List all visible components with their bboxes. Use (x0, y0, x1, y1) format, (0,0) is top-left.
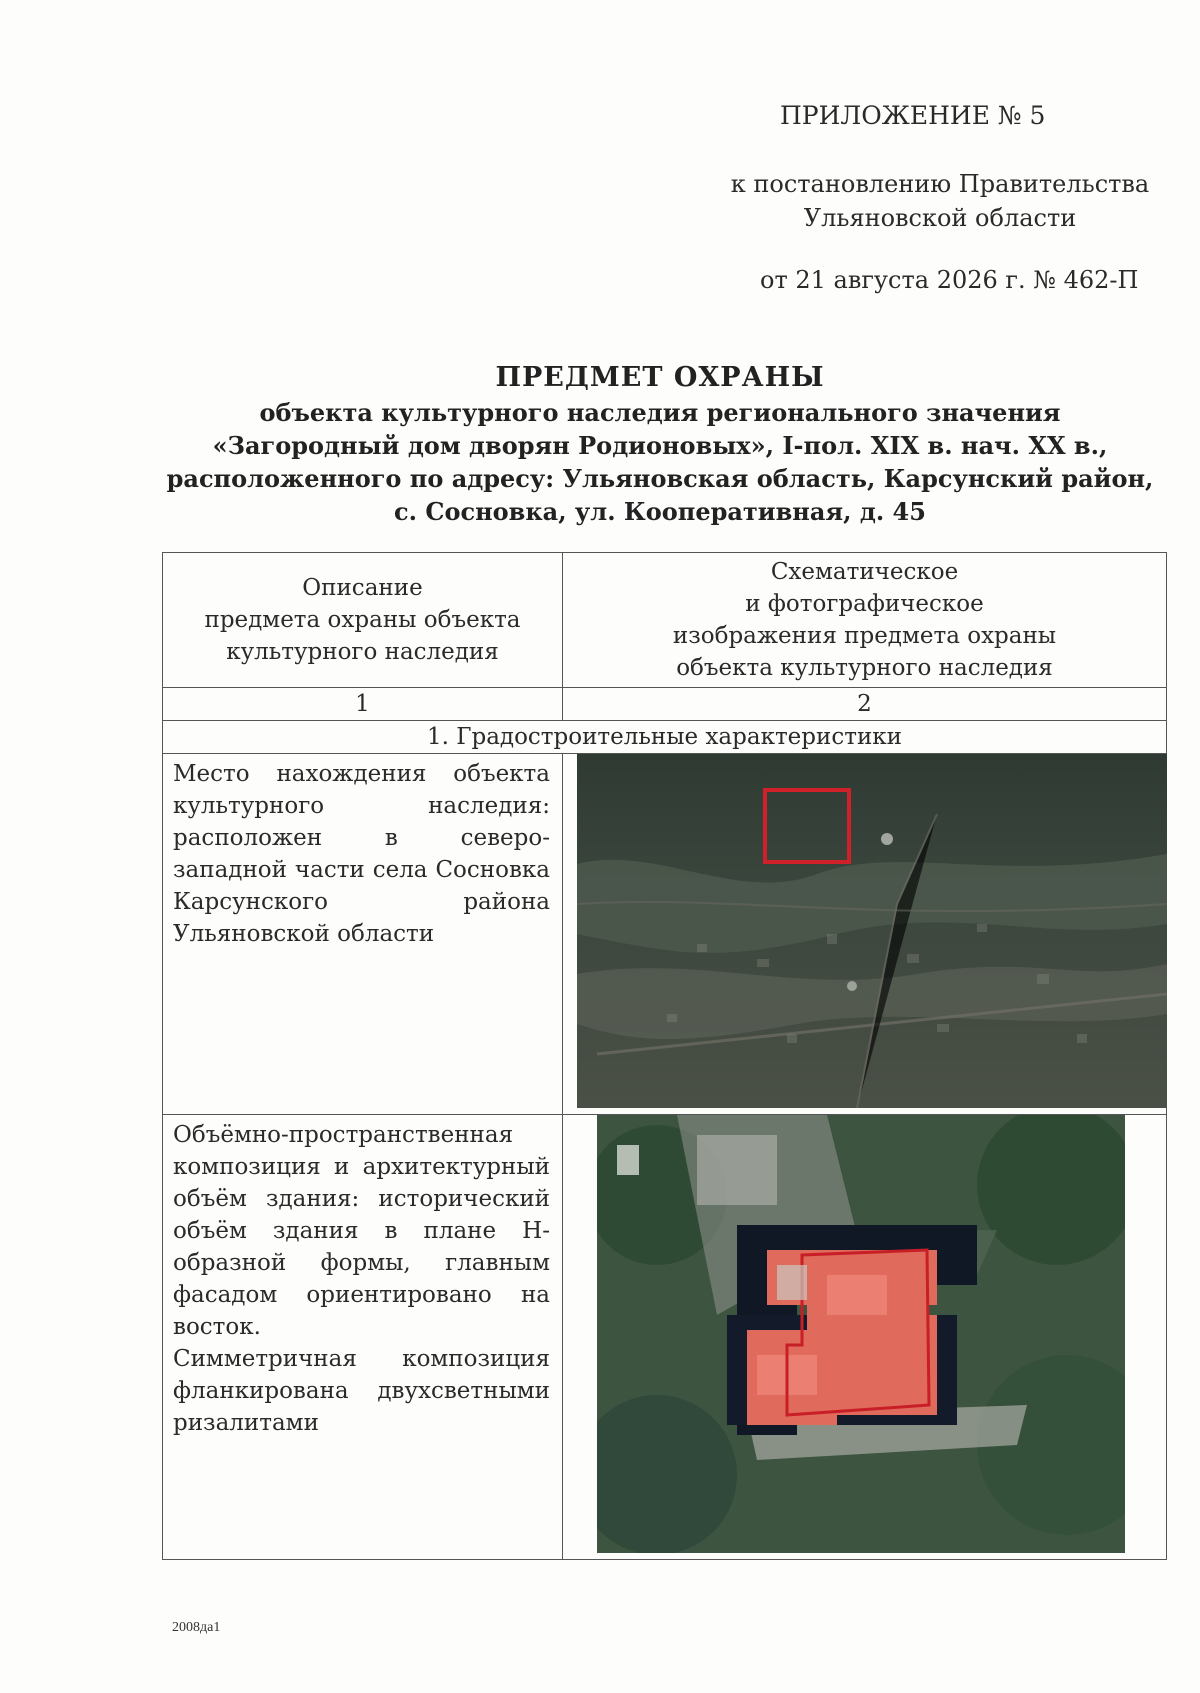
header-text: и фотографическое (745, 591, 984, 617)
header-text: Описание (302, 575, 423, 601)
title-main: ПРЕДМЕТ ОХРАНЫ (495, 362, 825, 393)
decree-date: от 21 августа 2026 г. № 462-П (760, 266, 1139, 294)
title-line3: расположенного по адресу: Ульяновская область, Карсунский район, (166, 464, 1154, 493)
column-number-1: 1 (163, 688, 563, 721)
building-satellite-image-cell (563, 1115, 1167, 1560)
title-line2: «Загородный дом дворян Родионовых», I-пол. XIX в. нач. XX в., (212, 431, 1108, 460)
appendix-label: ПРИЛОЖЕНИЕ № 5 (780, 101, 1046, 130)
decree-reference-line1: к постановлению Правительства (730, 170, 1150, 198)
building-satellite-image (597, 1115, 1125, 1553)
section-heading: 1. Градостроительные характеристики (163, 721, 1167, 754)
composition-description (163, 1115, 563, 1560)
footer-code: 2008да1 (172, 1620, 221, 1635)
column-header-images (563, 553, 1167, 688)
document-title (150, 360, 1170, 528)
column-number-2: 2 (563, 688, 1167, 721)
composition-text: Объёмно-пространственная композиция и архитектурный объём здания: исторический объём здания в плане Н-образной формы, главным фасадом ориентировано на восток. (173, 1122, 550, 1340)
composition-text-2: Симметричная композиция фланкирована двухсветными ризалитами (173, 1346, 550, 1436)
header-text: предмета охраны объекта (204, 607, 521, 633)
title-line4: с. Сосновка, ул. Кооперативная, д. 45 (394, 497, 926, 526)
decree-reference-line2: Ульяновской области (803, 204, 1077, 232)
header-text: объекта культурного наследия (676, 655, 1053, 681)
location-satellite-image (577, 754, 1167, 1108)
location-description: Место нахождения объекта культурного наследия: расположен в северо-западной части села Сосновка Карсунского района Ульяновской области (163, 754, 563, 1115)
header-text: изображения предмета охраны (672, 623, 1057, 649)
header-text: Схематическое (770, 559, 959, 585)
column-header-description (163, 553, 563, 688)
protection-table (162, 552, 1167, 1560)
location-satellite-image-cell (563, 754, 1167, 1115)
header-text: культурного наследия (226, 639, 499, 665)
title-line1: объекта культурного наследия регионального значения (259, 398, 1061, 427)
